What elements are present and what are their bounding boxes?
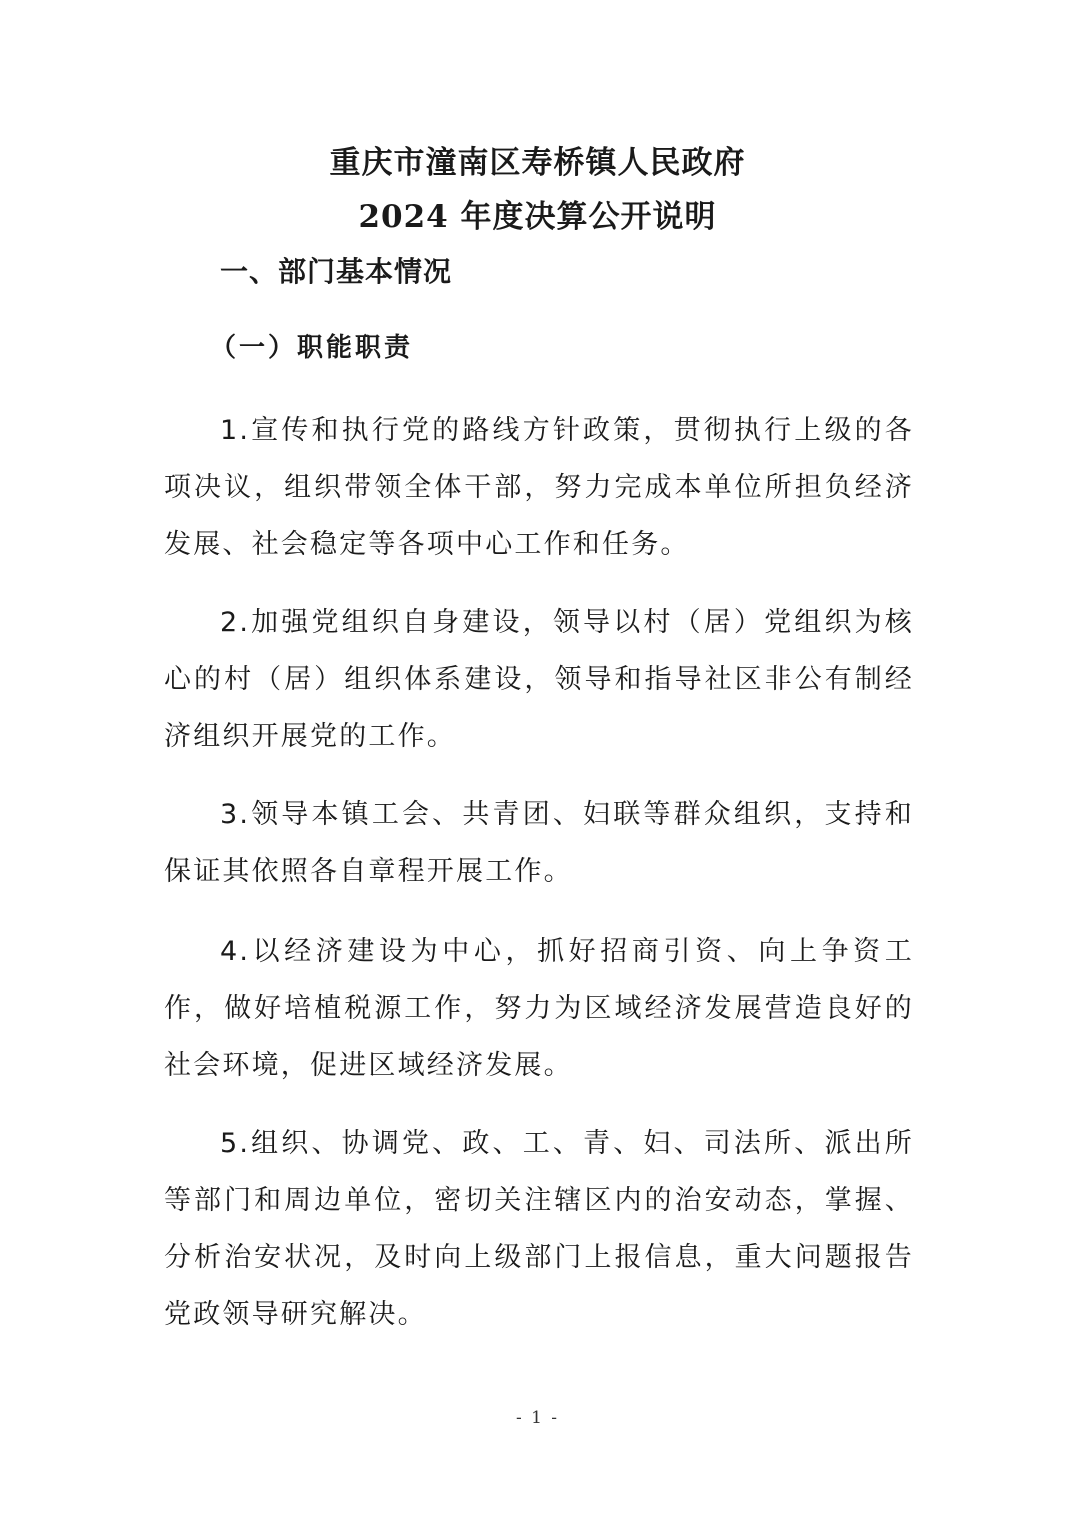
page-number: - 1 - — [515, 1408, 560, 1428]
section-heading-basic-info: 一、部门基本情况 — [220, 255, 453, 288]
duty-paragraph-2: 2.加强党组织自身建设，领导以村（居）党组织为核心的村（居）组织体系建设，领导和指导社区非公有制经济组织开展党的工作。 — [164, 607, 914, 752]
duty-paragraph-1: 1.宣传和执行党的路线方针政策，贯彻执行上级的各项决议，组织带领全体干部，努力完成本单位所担负经济发展、社会稳定等各项中心工作和任务。 — [164, 415, 914, 560]
duty-paragraph-3: 3.领导本镇工会、共青团、妇联等群众组织，支持和保证其依照各自章程开展工作。 — [164, 799, 914, 887]
duty-paragraph-5: 5.组织、协调党、政、工、青、妇、司法所、派出所等部门和周边单位，密切关注辖区内的治安动态，掌握、分析治安状况，及时向上级部门上报信息，重大问题报告党政领导研究解决。 — [164, 1128, 914, 1330]
document-title: 重庆市潼南区寿桥镇人民政府 — [329, 145, 746, 181]
document-subtitle: 2024 年度决算公开说明 — [358, 199, 717, 235]
duty-paragraph-4: 4.以经济建设为中心，抓好招商引资、向上争资工作，做好培植税源工作，努力为区域经济发展营造良好的社会环境，促进区域经济发展。 — [164, 936, 914, 1081]
subsection-heading-duties: （一）职能职责 — [210, 333, 414, 363]
